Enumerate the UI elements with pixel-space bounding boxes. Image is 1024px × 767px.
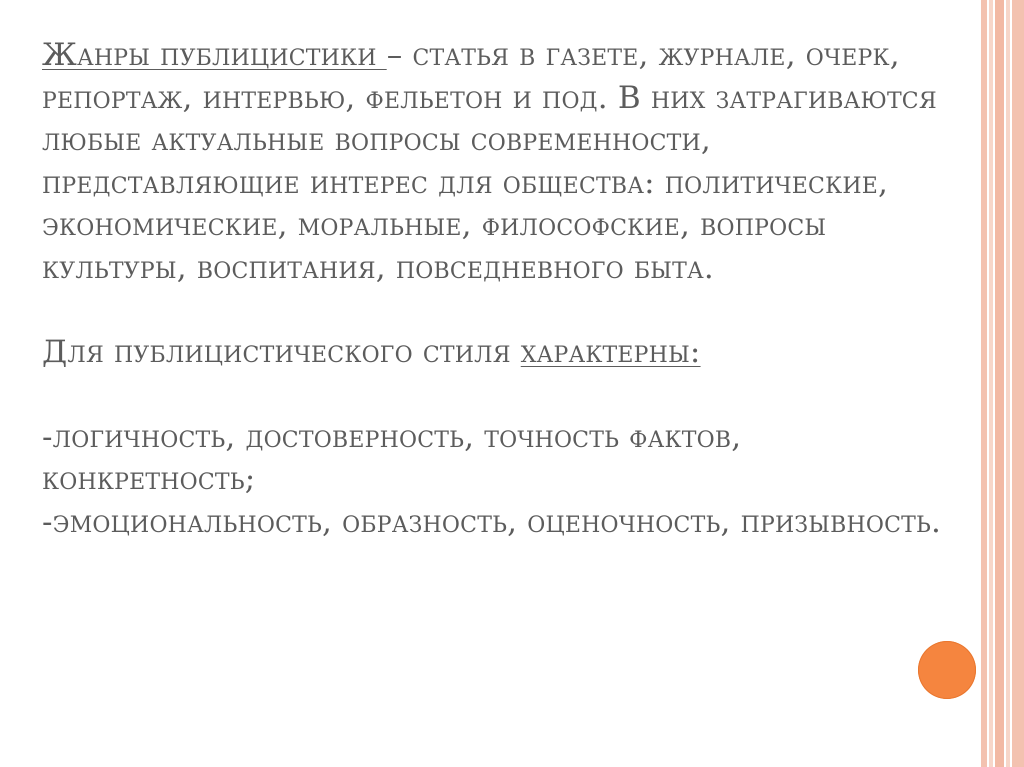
decorative-stripe xyxy=(989,0,993,767)
orange-circle-icon xyxy=(918,641,976,699)
features-intro: Для публицистического стиля xyxy=(42,334,521,370)
decorative-stripe xyxy=(1012,0,1024,767)
paragraph-features xyxy=(42,331,962,374)
list-item: -логичность, достоверность, точность фактов, конкретность; xyxy=(42,418,742,497)
term-genres: Жанры публицистики xyxy=(42,37,387,73)
paragraph-genres xyxy=(42,34,962,289)
decorative-stripe xyxy=(981,0,987,767)
slide-body xyxy=(42,34,962,543)
list-item: -эмоциональность, образность, оценочность, призывность. xyxy=(42,503,942,540)
spacer xyxy=(42,374,962,416)
genres-text: статья в газете, журнале, очерк, репортаж, интервью, фельетон и под. В них затрагиваются любые актуальные вопросы современности, представляющие интерес для общества: политические, экономические, моральные, философские, вопросы культуры, воспитания, повседневного быта. xyxy=(42,37,937,286)
dash: – xyxy=(386,37,413,73)
decorative-stripe xyxy=(995,0,1004,767)
term-characteristic: характерны: xyxy=(520,334,701,370)
decorative-stripe xyxy=(1006,0,1010,767)
spacer xyxy=(42,289,962,331)
